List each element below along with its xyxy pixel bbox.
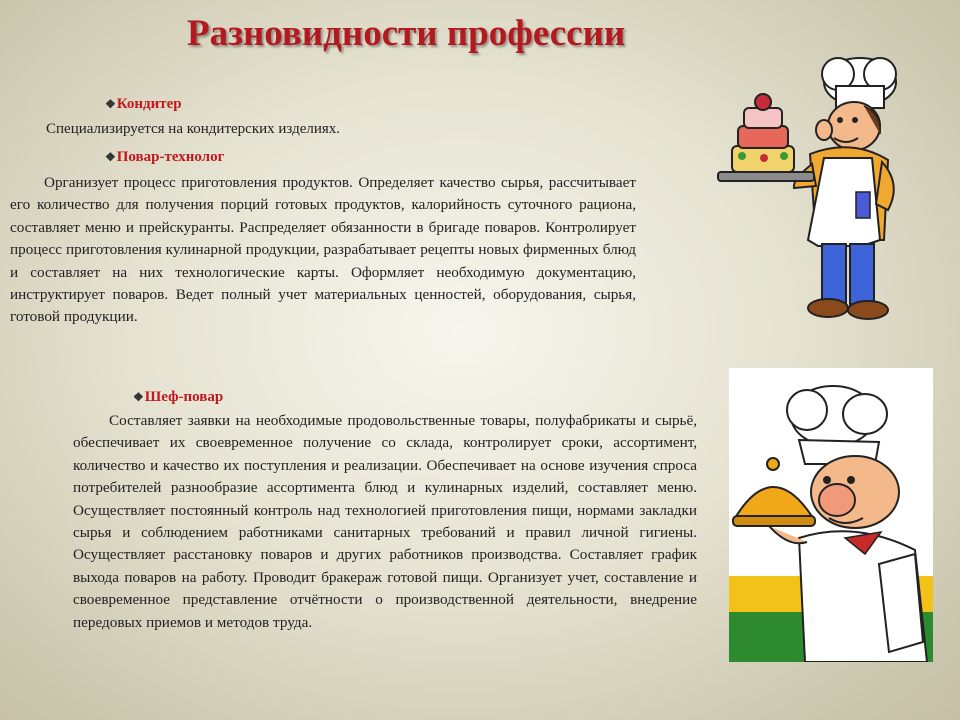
section-heading-konditer: ❖Кондитер: [105, 96, 182, 112]
page-title: Разновидности профессии: [187, 13, 626, 54]
diamond-bullet-icon: ❖: [105, 150, 116, 164]
section-text-shef-povar: Составляет заявки на необходимые продовольственные товары, полуфабрикаты и сырьё, обеспечивает их своевременное получение со склада, контролирует сроки, ассортимент, количество и качество их поступления и реализации. Обеспечивает на основе изучения спроса потребителей разнообразие ассортимента блюд и кулинарных изделий, составляет меню. Осуществляет постоянный контроль над технологией приготовления пищи, нормами закладки сырья и соблюдением работниками санитарных требований и правил личной гигиены. Осуществляет расстановку поваров и других работников производства. Составляет график выхода поваров на работу. Проводит бракераж готовой пищи. Организует учет, составление и своевременное представление отчётности о производственной деятельности, внедрение передовых приемов и методов труда.: [73, 412, 697, 631]
head-chef-illustration: [729, 368, 933, 662]
diamond-bullet-icon: ❖: [133, 390, 144, 404]
section-heading-shef-povar: ❖Шеф-повар: [133, 389, 224, 405]
section-heading-povar-tekhnolog: ❖Повар-технолог: [105, 149, 225, 165]
pastry-chef-illustration: [712, 34, 912, 326]
section-text-konditer: Специализируется на кондитерских изделиях.: [46, 121, 341, 137]
section-text-povar-tekhnolog: Организует процесс приготовления продуктов. Определяет качество сырья, рассчитывает его количество для получения порций готовых продуктов, калорийность суточного рациона, составляет меню и прейскуранты. Распределяет обязанности в бригаде поваров. Контролирует процесс приготовления кулинарной продукции, разрабатывает рецепты новых фирменных блюд и составляет на них технологические карты. Оформляет необходимую документацию, инструктирует поваров. Ведет полный учет материальных ценностей, оборудования, сырья, готовой продукции.: [10, 174, 636, 326]
diamond-bullet-icon: ❖: [105, 97, 116, 111]
